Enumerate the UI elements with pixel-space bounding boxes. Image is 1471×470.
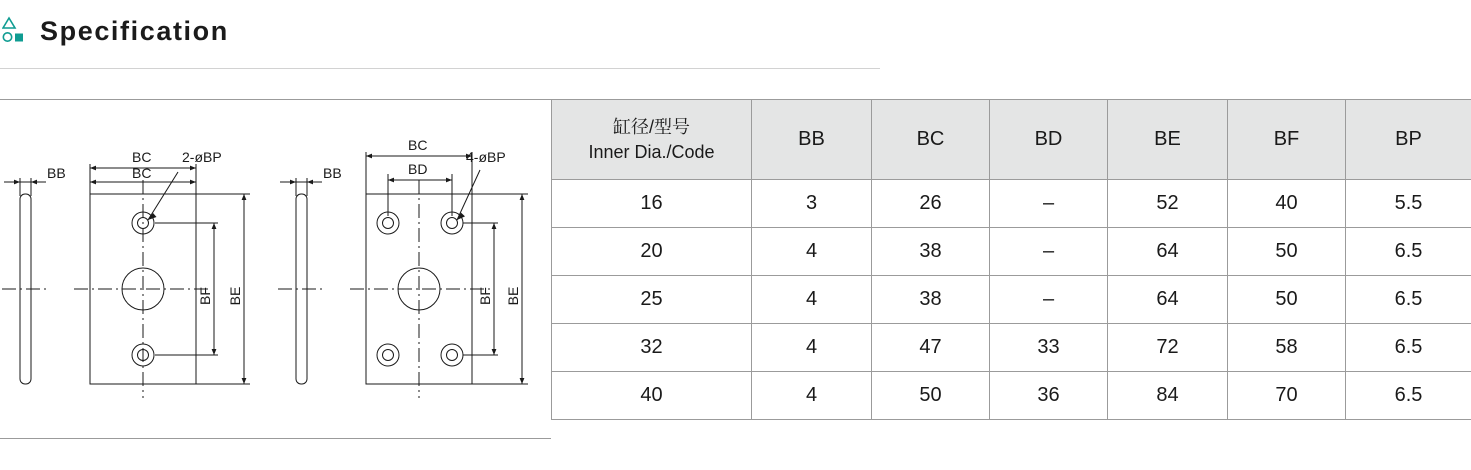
column-header-code-en: Inner Dia./Code	[588, 141, 715, 162]
cell-bc: 38	[872, 228, 990, 276]
cell-be: 72	[1108, 324, 1228, 372]
page-title: Specification	[40, 15, 229, 46]
label-bf-2: BF	[477, 287, 493, 305]
cell-bp: 6.5	[1346, 372, 1471, 420]
cell-bc: 47	[872, 324, 990, 372]
cell-bf: 58	[1228, 324, 1346, 372]
header-divider	[0, 68, 880, 69]
column-header-bp: BP	[1346, 100, 1471, 180]
cell-bf: 50	[1228, 228, 1346, 276]
column-header-bd: BD	[990, 100, 1108, 180]
label-bb-left-2: BB	[323, 165, 342, 181]
cell-bd: 33	[990, 324, 1108, 372]
cell-be: 64	[1108, 228, 1228, 276]
cell-bc: 26	[872, 180, 990, 228]
label-be-2: BE	[505, 286, 521, 306]
page-header-inner	[0, 0, 880, 62]
cell-code: 16	[552, 180, 752, 228]
cell-bb: 4	[752, 372, 872, 420]
drawing-svg	[0, 100, 551, 438]
column-header-code-cn: 缸径/型号	[612, 117, 690, 138]
cell-bd: –	[990, 180, 1108, 228]
cell-code: 25	[552, 276, 752, 324]
column-header-code	[552, 100, 752, 180]
cell-be: 84	[1108, 372, 1228, 420]
cell-bp: 6.5	[1346, 276, 1471, 324]
cell-bb: 3	[752, 180, 872, 228]
label-bf-1: BF	[197, 287, 213, 305]
cell-code: 20	[552, 228, 752, 276]
table-row	[552, 372, 1471, 420]
cell-bb: 4	[752, 324, 872, 372]
label-bb-left-1: BB	[47, 165, 66, 181]
column-header-be: BE	[1108, 100, 1228, 180]
spec-content	[0, 99, 1471, 439]
cell-bc: 38	[872, 276, 990, 324]
table-row	[552, 324, 1471, 372]
cell-be: 52	[1108, 180, 1228, 228]
label-bc-outer-2: BC	[408, 137, 428, 153]
cell-be: 64	[1108, 276, 1228, 324]
cell-bf: 50	[1228, 276, 1346, 324]
table-header-row	[552, 100, 1471, 180]
cell-bc: 50	[872, 372, 990, 420]
label-be-1: BE	[227, 286, 243, 306]
specification-table	[551, 99, 1471, 420]
label-bc-inner-1: BC	[132, 165, 152, 181]
cell-code: 32	[552, 324, 752, 372]
cell-bf: 40	[1228, 180, 1346, 228]
cell-bp: 5.5	[1346, 180, 1471, 228]
triangle-circle-square-icon	[2, 16, 28, 46]
cell-bf: 70	[1228, 372, 1346, 420]
page-header	[0, 0, 880, 70]
label-holes-2: 4-øBP	[466, 149, 506, 165]
table-row	[552, 180, 1471, 228]
cell-bp: 6.5	[1346, 228, 1471, 276]
cell-code: 40	[552, 372, 752, 420]
cell-bd: –	[990, 228, 1108, 276]
cell-bd: 36	[990, 372, 1108, 420]
column-header-bc: BC	[872, 100, 990, 180]
table-row	[552, 276, 1471, 324]
cell-bb: 4	[752, 276, 872, 324]
column-header-bf: BF	[1228, 100, 1346, 180]
technical-drawing	[0, 99, 551, 439]
cell-bb: 4	[752, 228, 872, 276]
label-bd-2: BD	[408, 161, 428, 177]
cell-bd: –	[990, 276, 1108, 324]
column-header-bb: BB	[752, 100, 872, 180]
table-row	[552, 228, 1471, 276]
cell-bp: 6.5	[1346, 324, 1471, 372]
label-bc-outer-1: BC	[132, 149, 152, 165]
label-holes-1: 2-øBP	[182, 149, 222, 165]
